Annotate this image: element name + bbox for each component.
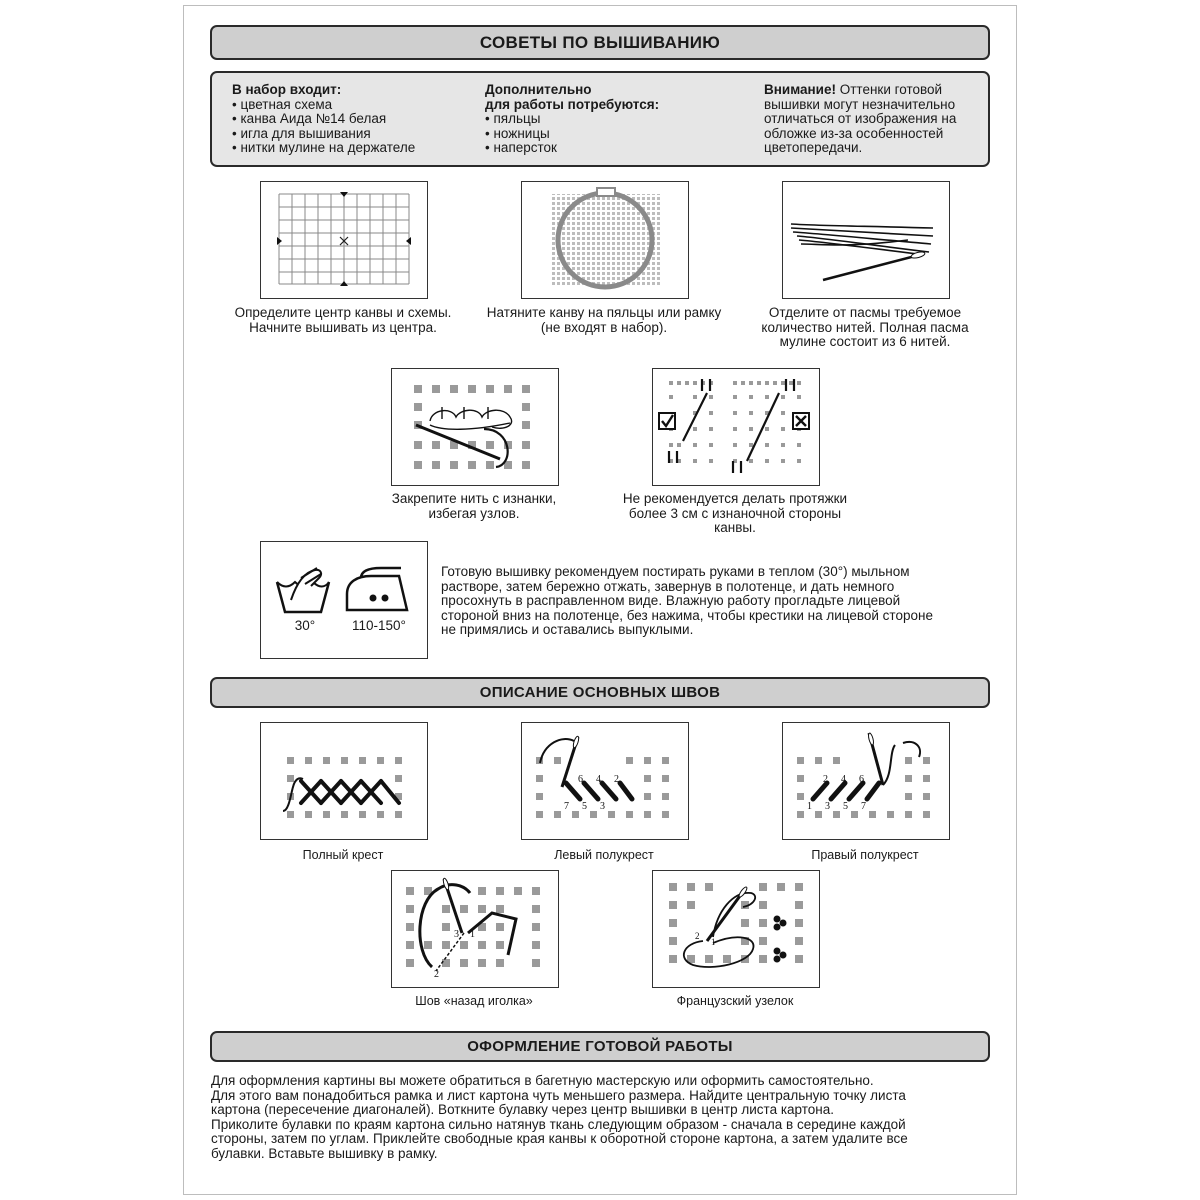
kit-attention: [764, 83, 956, 156]
kit-info-panel: [210, 71, 990, 167]
extra-title-1: Дополнительно: [485, 82, 592, 97]
list-item: • цветная схема: [232, 96, 333, 112]
stitch-label: Французский узелок: [676, 994, 794, 1008]
finish-instructions: Для оформления картины вы можете обратиться в багетную мастерскую или оформить самостоятельно. Для этого вам понадобиться рамка и лист картона чуть меньшего размера. Найдите центральную точку листа картона (пересечение диагоналей). Воткните булавку через центр вышивки в центр листа картона. Приколите булавки по краям картона сильно натянув ткань следующим образом - сначала в середине каждой стороны, затем по углам. Приклейте свободные края канвы к оборотной стороне картона, а затем удалите все булавки. Вставьте вышивку в рамку.: [211, 1073, 908, 1161]
attention-line: вышивки могут незначительно: [764, 96, 956, 112]
attention-line: Оттенки готовой: [835, 82, 943, 97]
secure-thread-back-icon: [391, 368, 559, 486]
svg-text:7: 7: [861, 801, 866, 812]
stitches-title: ОПИСАНИЕ ОСНОВНЫХ ШВОВ: [210, 677, 990, 708]
stitch-label: Правый полукрест: [811, 848, 919, 862]
step-caption: Закрепите нить с изнанки, избегая узлов.: [391, 491, 557, 521]
stitch-label: Шов «назад иголка»: [415, 994, 533, 1008]
backstitch-icon: [391, 870, 559, 988]
svg-text:2: 2: [823, 774, 828, 785]
wash-temp-label: 30°: [294, 618, 316, 633]
svg-text:5: 5: [582, 801, 587, 812]
care-symbols: [260, 541, 428, 659]
svg-text:3: 3: [825, 801, 830, 812]
svg-text:4: 4: [841, 774, 846, 785]
right-half-cross-icon: [782, 722, 950, 840]
left-half-cross-icon: [521, 722, 689, 840]
kit-includes: [232, 83, 415, 156]
page-title: СОВЕТЫ ПО ВЫШИВАНИЮ: [210, 25, 990, 60]
list-item: • канва Аида №14 белая: [232, 111, 387, 126]
kit-extra: [485, 83, 659, 156]
attention-line: цветопередачи.: [764, 140, 863, 155]
step-caption: Определите центр канвы и схемы. Начните вышивать из центра.: [234, 305, 452, 335]
list-item: • игла для вышивания: [232, 125, 371, 141]
svg-text:3: 3: [454, 929, 459, 940]
hand-wash-icon: [277, 568, 329, 612]
stitch-label: Полный крест: [302, 848, 384, 862]
svg-text:1: 1: [807, 801, 812, 812]
svg-text:3: 3: [600, 801, 605, 812]
svg-text:2: 2: [614, 774, 619, 785]
includes-title: В набор входит:: [232, 82, 342, 97]
list-item: • пяльцы: [485, 111, 541, 126]
attention-line: отличаться от изображения на: [764, 111, 957, 126]
attention-label: Внимание!: [764, 82, 836, 97]
iron-icon: [347, 568, 407, 610]
canvas-center-grid-icon: [260, 181, 428, 299]
care-instructions: Готовую вышивку рекомендуем постирать руками в теплом (30°) мыльном растворе, затем бережно отжать, завернув в полотенце, и дать немного просохнуть в расправленном виде. Влажную работу прогладьте лицевой стороной вниз на полотенце, без нажима, чтобы крестики на лицевой стороне не примялись и оставались выпуклыми.: [441, 564, 933, 637]
attention-line: обложке из-за особенностей: [764, 125, 944, 141]
svg-text:6: 6: [859, 774, 864, 785]
step-caption: Натяните канву на пяльцы или рамку (не входят в набор).: [486, 305, 722, 335]
svg-text:7: 7: [564, 801, 569, 812]
svg-text:1: 1: [470, 929, 475, 940]
svg-text:4: 4: [596, 774, 601, 785]
svg-text:2: 2: [695, 931, 700, 941]
svg-text:6: 6: [578, 774, 583, 785]
long-stitch-back-icon: [652, 368, 820, 486]
full-cross-stitch-icon: [260, 722, 428, 840]
svg-text:2: 2: [434, 969, 439, 980]
list-item: • ножницы: [485, 125, 550, 141]
svg-text:5: 5: [843, 801, 848, 812]
finish-title: ОФОРМЛЕНИЕ ГОТОВОЙ РАБОТЫ: [210, 1031, 990, 1062]
iron-temp-label: 110-150°: [352, 618, 406, 633]
step-caption: Не рекомендуется делать протяжки более 3 см с изнаночной стороны канвы.: [622, 491, 848, 535]
list-item: • наперсток: [485, 140, 557, 155]
stitch-label: Левый полукрест: [554, 848, 654, 862]
svg-text:1: 1: [711, 937, 716, 947]
extra-title-2: для работы потребуются:: [485, 96, 660, 112]
step-caption: Отделите от пасмы требуемое количество нитей. Полная пасма мулине состоит из 6 нитей.: [761, 305, 969, 349]
embroidery-hoop-icon: [521, 181, 689, 299]
list-item: • нитки мулине на держателе: [232, 140, 416, 155]
thread-strands-needle-icon: [782, 181, 950, 299]
french-knot-icon: [652, 870, 820, 988]
